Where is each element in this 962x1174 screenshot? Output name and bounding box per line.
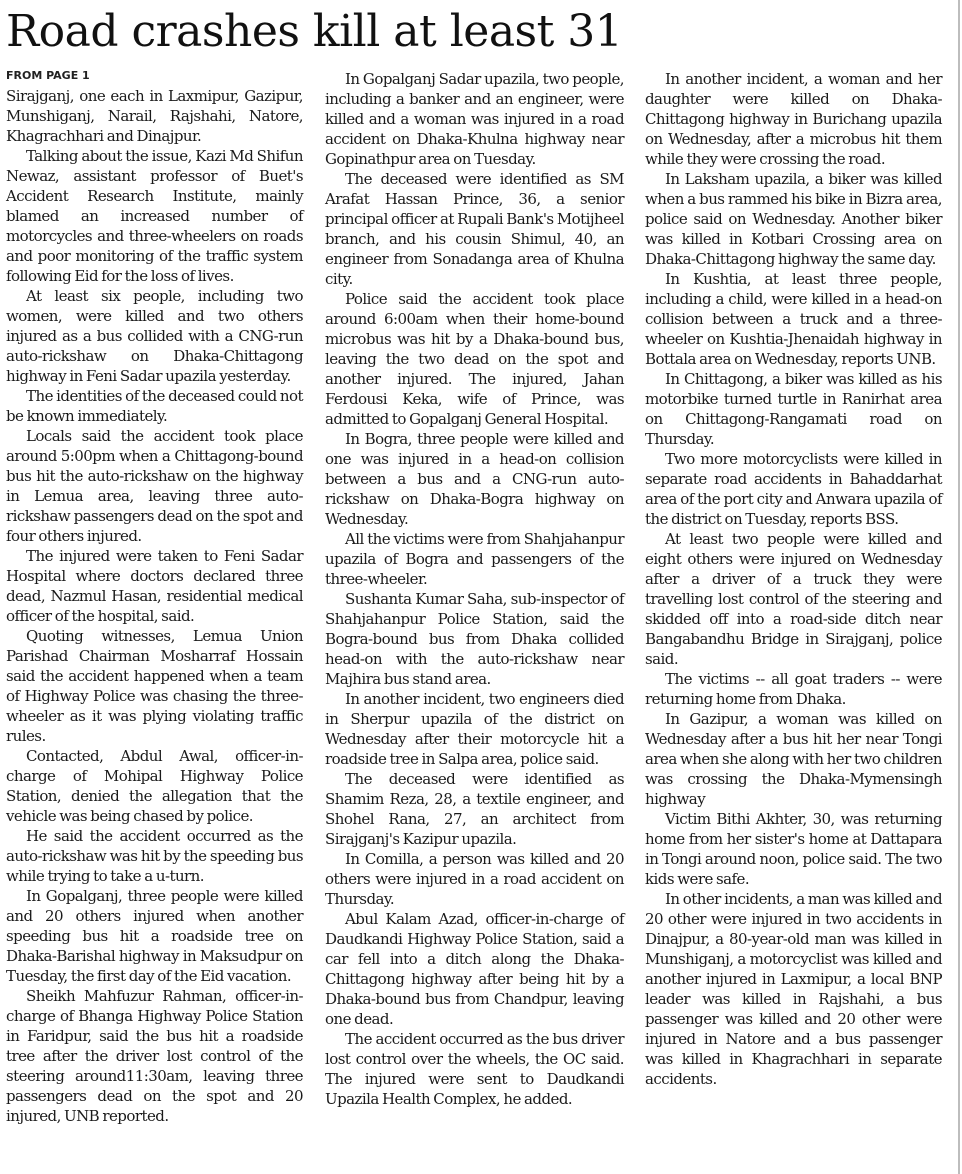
paragraph: All the victims were from Shahjahanpur upazila of Bogra and passengers of the three-wheeler.: [325, 530, 624, 588]
paragraph: In Gazipur, a woman was killed on Wednesday after a bus hit her near Tongi area when she along with her two children was crossing the Dhaka-Mymensingh highway: [645, 710, 942, 808]
paragraph: In Gopalganj Sadar upazila, two people, including a banker and an engineer, were killed and a woman was injured in a road accident on Dhaka-Khulna highway near Gopinathpur area on Tuesday.: [325, 70, 624, 168]
article-column-1: [6, 86, 303, 1126]
paragraph: Sheikh Mahfuzur Rahman, officer-in-charge of Bhanga Highway Police Station in Faridpur, said the bus hit a roadside tree after the driver lost control of the steering around11:30am, leaving three passengers dead on the spot and 20 injured, UNB reported.: [6, 987, 303, 1125]
paragraph: In Bogra, three people were killed and one was injured in a head-on collision between a bus and a CNG-run auto-rickshaw on Dhaka-Bogra highway on Wednesday.: [325, 430, 624, 528]
paragraph: The victims -- all goat traders -- were returning home from Dhaka.: [645, 670, 942, 708]
paragraph: In Chittagong, a biker was killed as his motorbike turned turtle in Ranirhat area on Chittagong-Rangamati road on Thursday.: [645, 370, 942, 448]
paragraph: He said the accident occurred as the auto-rickshaw was hit by the speeding bus while trying to take a u-turn.: [6, 827, 303, 885]
paragraph: Sushanta Kumar Saha, sub-inspector of Shahjahanpur Police Station, said the Bogra-bound bus from Dhaka collided head-on with the auto-rickshaw near Majhira bus stand area.: [325, 590, 624, 688]
paragraph: The identities of the deceased could not be known immediately.: [6, 387, 303, 425]
paragraph: Sirajganj, one each in Laxmipur, Gazipur, Munshiganj, Narail, Rajshahi, Natore, Khagrachhari and Dinajpur.: [6, 87, 303, 145]
paragraph: In Laksham upazila, a biker was killed when a bus rammed his bike in Bizra area, police said on Wednesday. Another biker was killed in Kotbari Crossing area on Dhaka-Chittagong highway the same day.: [645, 170, 942, 268]
paragraph: In another incident, a woman and her daughter were killed on Dhaka-Chittagong highway in Burichang upazila on Wednesday, after a microbus hit them while they were crossing the road.: [645, 70, 942, 168]
paragraph: Victim Bithi Akhter, 30, was returning home from her sister's home at Dattapara in Tongi around noon, police said. The two kids were safe.: [645, 810, 942, 888]
paragraph: Quoting witnesses, Lemua Union Parishad Chairman Mosharraf Hossain said the accident happened when a team of Highway Police was chasing the three-wheeler as it was plying violating traffic rules.: [6, 627, 303, 745]
paragraph: Contacted, Abdul Awal, officer-in-charge of Mohipal Highway Police Station, denied the allegation that the vehicle was being chased by police.: [6, 747, 303, 825]
paragraph: The deceased were identified as Shamim Reza, 28, a textile engineer, and Shohel Rana, 27, an architect from Sirajganj's Kazipur upazila.: [325, 770, 624, 848]
paragraph: Talking about the issue, Kazi Md Shifun Newaz, assistant professor of Buet's Accident Research Institute, mainly blamed an increased number of motorcycles and three-wheelers on roads and poor monitoring of the traffic system following Eid for the loss of lives.: [6, 147, 303, 285]
paragraph: The deceased were identified as SM Arafat Hassan Prince, 36, a senior principal officer at Rupali Bank's Motijheel branch, and his cousin Shimul, 40, an engineer from Sonadanga area of Khulna city.: [325, 170, 624, 288]
headline: Road crashes kill at least 31: [6, 6, 623, 57]
paragraph: In Kushtia, at least three people, including a child, were killed in a head-on collision between a truck and a three-wheeler on Kushtia-Jhenaidah highway in Bottala area on Wednesday, reports UNB.: [645, 270, 942, 368]
paragraph: In other incidents, a man was killed and 20 other were injured in two accidents in Dinajpur, a 80-year-old man was killed in Munshiganj, a motorcyclist was killed and another injured in Laxmipur, a local BNP leader was killed in Rajshahi, a bus passenger was killed and 20 other were injured in Natore and a bus passenger was killed in Khagrachhari in separate accidents.: [645, 890, 942, 1088]
paragraph: The injured were taken to Feni Sadar Hospital where doctors declared three dead, Nazmul Hasan, residential medical officer of the hospital, said.: [6, 547, 303, 625]
paragraph: Locals said the accident took place around 5:00pm when a Chittagong-bound bus hit the auto-rickshaw on the highway in Lemua area, leaving three auto-rickshaw passengers dead on the spot and four others injured.: [6, 427, 303, 545]
article-column-3: [645, 69, 942, 1089]
paragraph: At least two people were killed and eight others were injured on Wednesday after a driver of a truck they were travelling lost control of the steering and skidded off into a road-side ditch near Bangabandhu Bridge in Sirajganj, police said.: [645, 530, 942, 668]
paragraph: In another incident, two engineers died in Sherpur upazila of the district on Wednesday after their motorcycle hit a roadside tree in Salpa area, police said.: [325, 690, 624, 768]
paragraph: Two more motorcyclists were killed in separate road accidents in Bahaddarhat area of the port city and Anwara upazila of the district on Tuesday, reports BSS.: [645, 450, 942, 528]
continued-from-label: FROM PAGE 1: [6, 69, 90, 82]
paragraph: The accident occurred as the bus driver lost control over the wheels, the OC said. The injured were sent to Daudkandi Upazila Health Complex, he added.: [325, 1030, 624, 1108]
paragraph: At least six people, including two women, were killed and two others injured as a bus collided with a CNG-run auto-rickshaw on Dhaka-Chittagong highway in Feni Sadar upazila yesterday.: [6, 287, 303, 385]
paragraph: In Comilla, a person was killed and 20 others were injured in a road accident on Thursday.: [325, 850, 624, 908]
paragraph: Police said the accident took place around 6:00am when their home-bound microbus was hit by a Dhaka-bound bus, leaving the two dead on the spot and another injured. The injured, Jahan Ferdousi Keka, wife of Prince, was admitted to Gopalganj General Hospital.: [325, 290, 624, 428]
paragraph: Abul Kalam Azad, officer-in-charge of Daudkandi Highway Police Station, said a car fell into a ditch along the Dhaka-Chittagong highway after being hit by a Dhaka-bound bus from Chandpur, leaving one dead.: [325, 910, 624, 1028]
article-column-2: [325, 69, 624, 1109]
paragraph: In Gopalganj, three people were killed and 20 others injured when another speeding bus hit a roadside tree on Dhaka-Barishal highway in Maksudpur on Tuesday, the first day of the Eid vacation.: [6, 887, 303, 985]
page-edge-divider: [958, 0, 960, 1174]
